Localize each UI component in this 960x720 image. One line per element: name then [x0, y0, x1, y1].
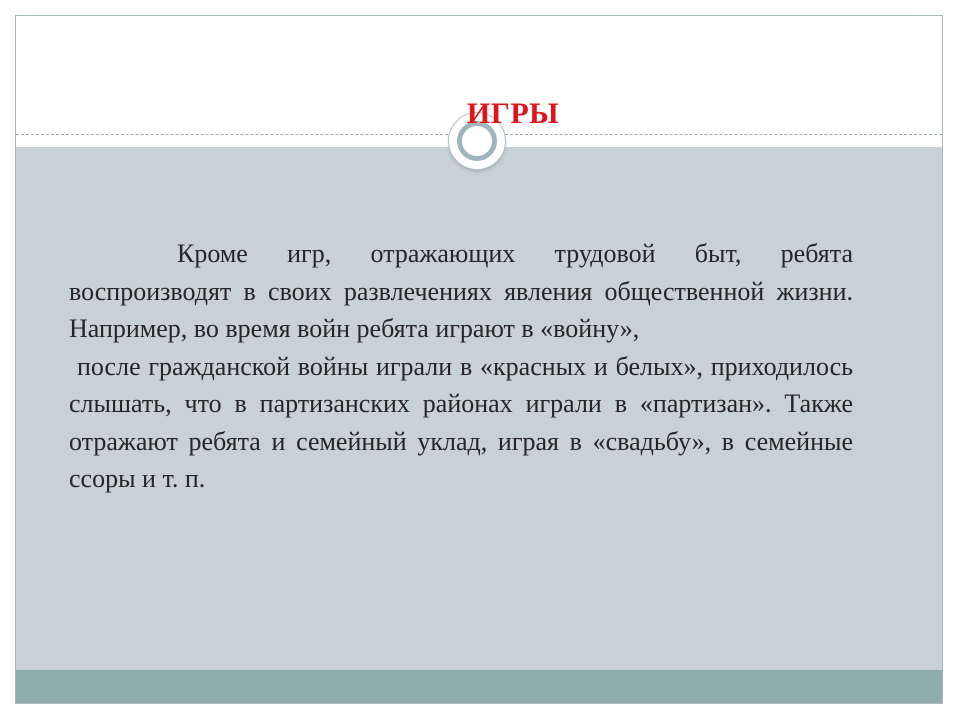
- footer-band: [16, 670, 942, 703]
- paragraph-1: Кроме игр, отражающих трудовой быт, ребята воспроизводят в своих развлечениях явления общественной жизни. Например, во время войн ребята играют в «войну»,: [69, 239, 853, 343]
- slide-title: ИГРЫ: [466, 97, 560, 130]
- paragraph-2: после гражданской войны играли в «красных и белых», приходилось слышать, что в партизанских районах играли в «партизан». Также отражают ребята и семейный уклад, играя в «свадьбу», в семейные ссоры и т. п.: [69, 351, 853, 493]
- slide-body: [69, 235, 853, 498]
